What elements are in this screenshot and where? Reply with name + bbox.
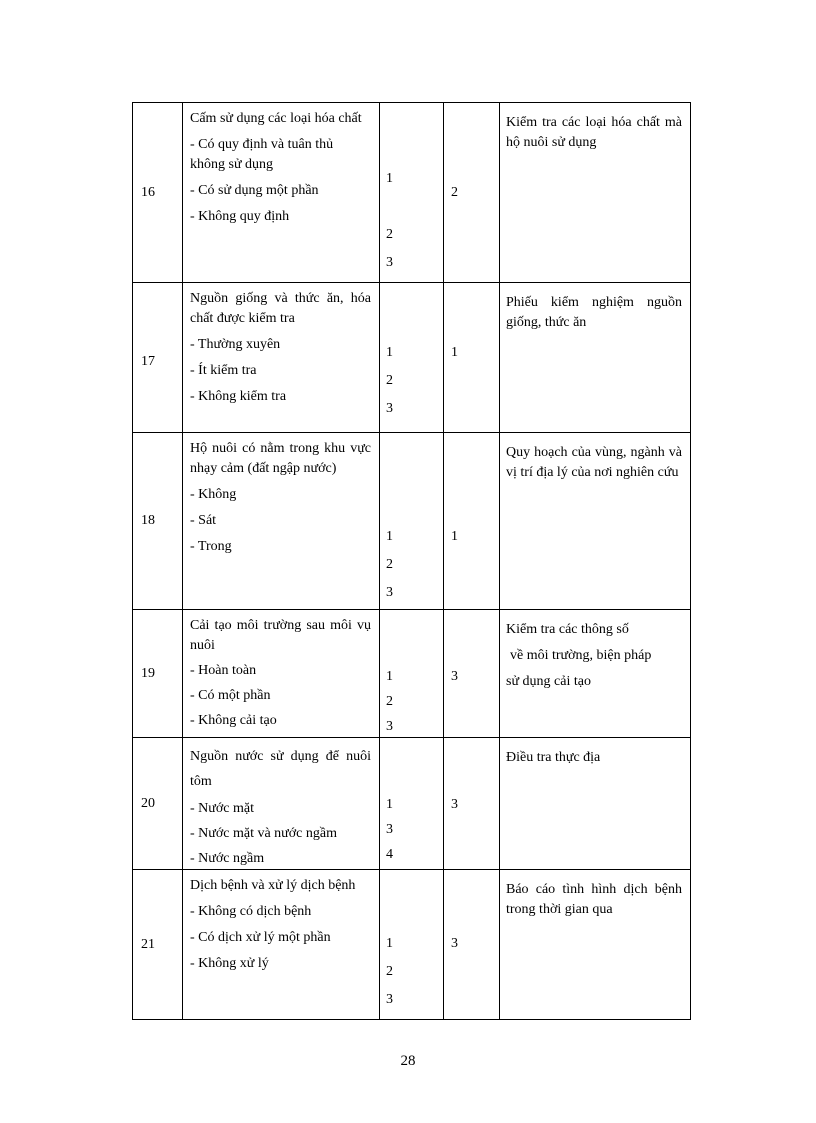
option: - Không kiểm tra: [190, 389, 287, 404]
code-value: 3: [386, 719, 393, 734]
code-value: 2: [386, 964, 393, 979]
score-value: 3: [451, 669, 458, 684]
row-number: 18: [133, 433, 183, 610]
verification-note: Điều tra thực địa: [500, 738, 691, 870]
option: - Không có dịch bệnh: [190, 904, 312, 919]
criterion-cell: [183, 738, 380, 870]
note-line: Kiểm tra các thông số: [506, 622, 629, 637]
option: - Trong: [190, 539, 232, 554]
option: - Có quy định và tuân thủ không sử dụng: [190, 137, 334, 172]
code-value: 4: [386, 847, 393, 862]
score-cell: [444, 433, 500, 610]
criterion-cell: [183, 610, 380, 738]
page-number: 28: [400, 1053, 416, 1069]
criterion-title: Hộ nuôi có nằm trong khu vực nhạy cảm (đất ngập nước): [190, 441, 371, 476]
row-number: 20: [133, 738, 183, 870]
criterion-title: Nguồn giống và thức ăn, hóa chất được kiểm tra: [190, 291, 371, 326]
code-cell: [380, 870, 444, 1020]
table-row: [133, 870, 691, 1020]
option: - Hoàn toàn: [190, 663, 257, 678]
verification-note: [500, 610, 691, 738]
option: - Nước mặt: [190, 801, 254, 816]
code-value: 1: [386, 345, 393, 360]
score-value: 1: [451, 529, 458, 544]
score-cell: [444, 738, 500, 870]
code-cell: [380, 283, 444, 433]
row-number: 19: [133, 610, 183, 738]
code-value: 1: [386, 529, 393, 544]
code-value: 3: [386, 401, 393, 416]
option: - Không xử lý: [190, 956, 269, 971]
table-row: [133, 610, 691, 738]
option: - Thường xuyên: [190, 337, 281, 352]
note-line: về môi trường, biện pháp: [510, 648, 652, 663]
code-value: 2: [386, 694, 393, 709]
score-cell: [444, 103, 500, 283]
code-cell: [380, 103, 444, 283]
code-cell: [380, 610, 444, 738]
option: - Có sử dụng một phần: [190, 183, 319, 198]
code-value: 1: [386, 797, 393, 812]
verification-note: Báo cáo tình hình dịch bệnh trong thời gian qua: [500, 870, 691, 1020]
table-row: [133, 103, 691, 283]
score-value: 3: [451, 936, 458, 951]
option: - Có một phần: [190, 688, 271, 703]
criteria-table: [132, 102, 691, 1020]
criterion-title: Cải tạo môi trường sau môi vụ nuôi: [190, 618, 371, 653]
option: - Nước mặt và nước ngầm: [190, 826, 337, 841]
criterion-cell: [183, 870, 380, 1020]
option: - Không quy định: [190, 209, 290, 224]
option: - Ít kiểm tra: [190, 363, 257, 378]
verification-note: Kiểm tra các loại hóa chất mà hộ nuôi sử dụng: [500, 103, 691, 283]
option: - Sát: [190, 513, 217, 528]
option: - Không cải tạo: [190, 713, 277, 728]
score-cell: [444, 610, 500, 738]
criterion-cell: [183, 433, 380, 610]
score-cell: [444, 283, 500, 433]
code-value: 3: [386, 992, 393, 1007]
table-row: [133, 283, 691, 433]
code-value: 3: [386, 822, 393, 837]
criterion-cell: [183, 103, 380, 283]
table-row: [133, 738, 691, 870]
option: - Có dịch xử lý một phần: [190, 930, 331, 945]
option: - Nước ngầm: [190, 851, 265, 866]
option: - Không: [190, 487, 237, 502]
criterion-title: Nguồn nước sử dụng để nuôi tôm: [190, 749, 371, 789]
code-value: 2: [386, 373, 393, 388]
code-value: 3: [386, 585, 393, 600]
code-value: 3: [386, 255, 393, 270]
note-line: sử dụng cải tạo: [506, 674, 591, 689]
verification-note: Phiếu kiểm nghiệm nguồn giống, thức ăn: [500, 283, 691, 433]
row-number: 16: [133, 103, 183, 283]
code-cell: [380, 433, 444, 610]
score-value: 1: [451, 345, 458, 360]
code-value: 2: [386, 227, 393, 242]
code-value: 1: [386, 936, 393, 951]
table-row: [133, 433, 691, 610]
criterion-title: Cấm sử dụng các loại hóa chất: [190, 111, 362, 126]
row-number: 17: [133, 283, 183, 433]
code-value: 1: [386, 171, 393, 186]
row-number: 21: [133, 870, 183, 1020]
code-value: 1: [386, 669, 393, 684]
score-cell: [444, 870, 500, 1020]
code-cell: [380, 738, 444, 870]
score-value: 2: [451, 185, 458, 200]
code-value: 2: [386, 557, 393, 572]
verification-note: Quy hoạch của vùng, ngành và vị trí địa lý của nơi nghiên cứu: [500, 433, 691, 610]
criterion-cell: [183, 283, 380, 433]
criterion-title: Dịch bệnh và xử lý dịch bệnh: [190, 878, 356, 893]
score-value: 3: [451, 797, 458, 812]
